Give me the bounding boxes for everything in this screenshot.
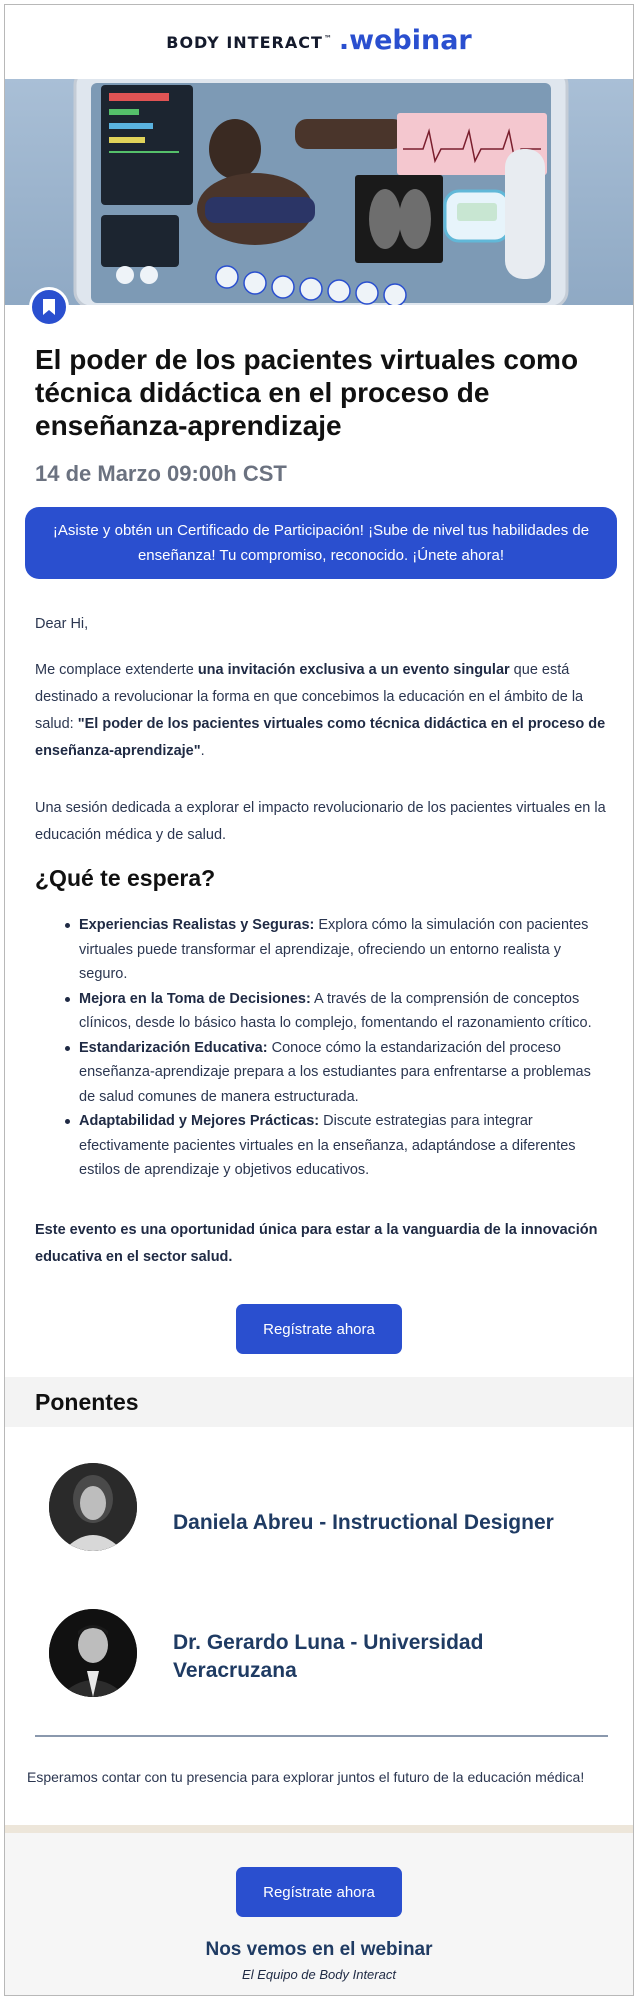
speaker-name: Dr. Gerardo Luna - Universidad Veracruzana <box>173 1631 484 1682</box>
see-you-heading: Nos vemos en el webinar <box>205 1939 433 1960</box>
expect-list <box>65 913 595 1183</box>
register-button[interactable]: Regístrate ahora <box>236 1304 402 1354</box>
banner-text: ¡Asiste y obtén un Certificado de Participación! ¡Sube de nivel tus habilidades de enseñanza! Tu compromiso, reconocido. ¡Únete ahora! <box>52 522 590 564</box>
event-date: 14 de Marzo 09:00h CST <box>35 461 287 486</box>
register-button-footer[interactable]: Regístrate ahora <box>236 1867 402 1917</box>
list-item: Mejora en la Toma de Decisiones: A través de la comprensión de conceptos clínicos, desde lo básico hasta lo complejo, fomentando el razonamiento crítico. <box>65 987 595 1036</box>
list-item: Estandarización Educativa: Conoce cómo la estandarización del proceso enseñanza-aprendizaje prepara a los estudiantes para enfrentarse a problemas de salud comunes de manera estructurada. <box>65 1036 595 1110</box>
email-frame <box>4 4 634 1996</box>
expect-heading: ¿Qué te espera? <box>35 865 216 891</box>
avatar-daniela-abreu <box>49 1463 137 1551</box>
brand-header <box>5 5 633 79</box>
certificate-banner <box>25 507 617 579</box>
session-paragraph: Una sesión dedicada a explorar el impacto revolucionario de los pacientes virtuales en la educación médica y de salud. <box>35 800 606 843</box>
divider <box>35 1735 608 1737</box>
event-title: El poder de los pacientes virtuales como técnica didáctica en el proceso de enseñanza-aprendizaje <box>35 344 579 441</box>
speakers-heading: Ponentes <box>35 1389 139 1415</box>
brand-product: .webinar <box>338 24 472 56</box>
bookmark-icon <box>29 287 69 327</box>
greeting: Dear Hi, <box>35 616 89 632</box>
brand-logo-text: BODY INTERACT™ <box>166 32 333 52</box>
event-closing-statement: Este evento es una oportunidad única para estar a la vanguardia de la innovación educativa en el sector salud. <box>35 1222 598 1265</box>
footer-divider <box>5 1825 633 1833</box>
hero-illustration <box>5 79 633 305</box>
avatar-gerardo-luna <box>49 1609 137 1697</box>
list-item: Adaptabilidad y Mejores Prácticas: Discute estrategias para integrar efectivamente pacientes virtuales en la enseñanza, adaptándose a diferentes estilos de aprendizaje y objetivos educativos. <box>65 1109 595 1183</box>
closing-text: Esperamos contar con tu presencia para explorar juntos el futuro de la educación médica! <box>27 1769 585 1785</box>
signature: El Equipo de Body Interact <box>242 1967 396 1982</box>
speaker-name: Daniela Abreu - Instructional Designer <box>173 1511 554 1534</box>
list-item: Experiencias Realistas y Seguras: Explora cómo la simulación con pacientes virtuales puede transformar el aprendizaje, ofreciendo un entorno realista y seguro. <box>65 913 595 987</box>
hero-image <box>5 79 633 305</box>
intro-paragraph: Me complace extenderte una invitación exclusiva a un evento singular que está destinado a revolucionar la forma en que concebimos la educación en el ámbito de la salud: "El poder de los pacientes virtuales como técnica didáctica en el proceso de enseñanza-aprendizaje". <box>35 662 606 759</box>
